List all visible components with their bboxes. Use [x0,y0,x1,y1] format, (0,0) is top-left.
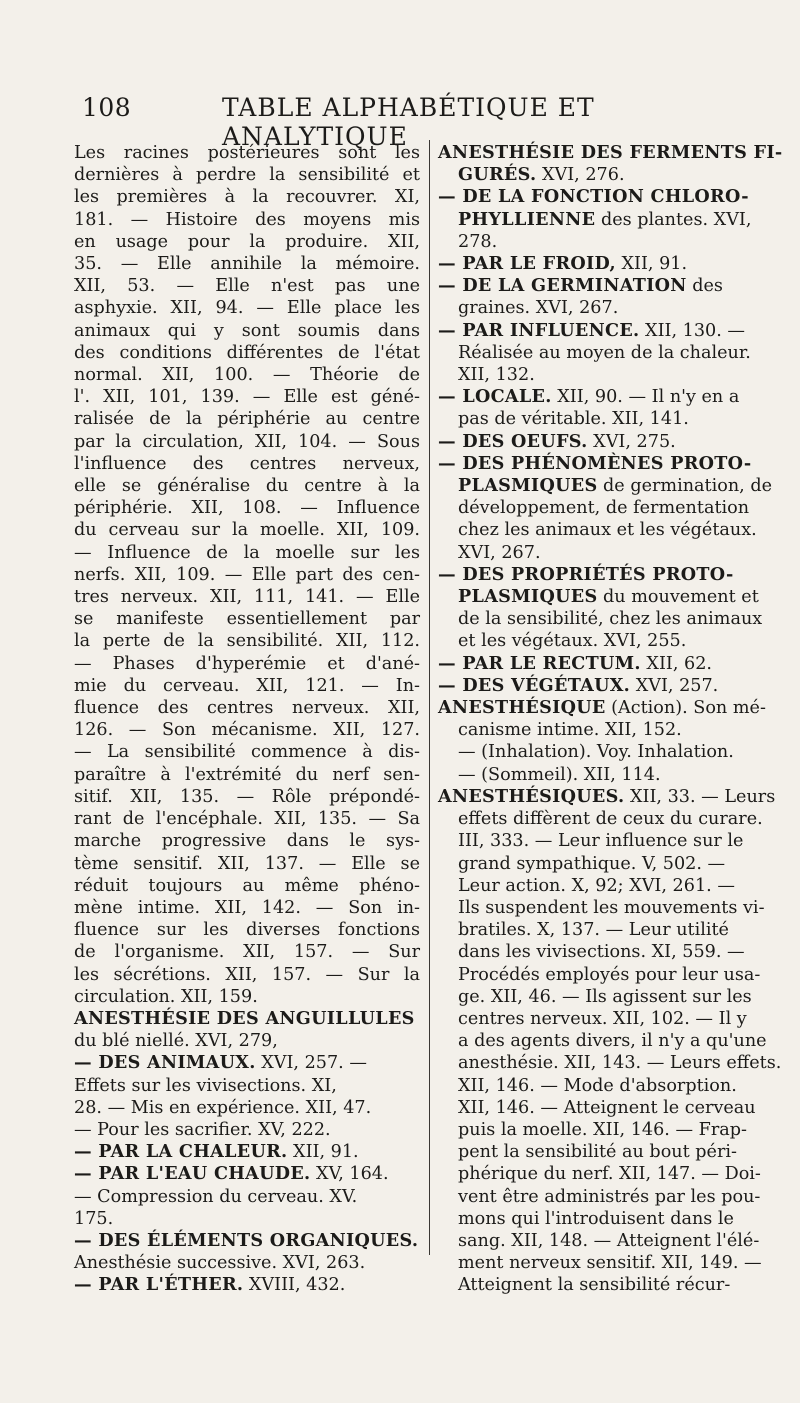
text-line: normal. XII, 100. — Théorie de [74,365,420,386]
index-line [74,1030,420,1052]
index-line [438,719,776,741]
index-line [74,1141,420,1163]
entry-heading: — DES VÉGÉTAUX. [438,674,631,696]
text-line: mène intime. XII, 142. — Son in- [74,897,420,918]
index-line [438,431,776,453]
entry-text: mons qui l'introduisent dans le [458,1208,734,1229]
entry-text: chez les animaux et les végétaux. [458,520,757,541]
text-line: animaux qui y sont soumis dans [74,320,420,341]
entry-heading: ANESTHÉSIE DES ANGUILLULES [74,1007,415,1029]
text-line: par la circulation, XII, 104. — Sous [74,431,420,452]
entry-text: — (Inhalation). Voy. Inhalation. [458,742,734,763]
text-line: 126. — Son mécanisme. XII, 127. [74,720,420,741]
entry-text: du mouvement et [597,587,759,608]
entry-heading: — PAR LA CHALEUR. [74,1141,288,1163]
entry-heading: — DES ANIMAUX. [74,1052,256,1074]
index-line [438,808,776,830]
entry-text: XII, 90. — Il n'y en a [551,387,740,408]
index-line [438,1274,776,1296]
index-line [438,630,776,652]
text-line: en usage pour la produire. XII, [74,231,420,252]
entry-text: XII, 146. — Mode d'absorption. [458,1075,737,1096]
text-line: les premières à la recouvrer. XI, [74,187,420,208]
index-line [438,497,776,519]
index-line [438,697,776,719]
entry-heading: ANESTHÉSIQUE [438,697,606,719]
index-line [438,320,776,342]
text-line: des conditions différentes de l'état [74,342,420,363]
index-line [438,1075,776,1097]
entry-text: des [686,276,723,297]
entry-text: ge. XII, 46. — Ils agissent sur les [458,986,752,1007]
entry-text: de la sensibilité, chez les animaux [458,609,763,630]
index-line [74,1008,420,1030]
text-line: du cerveau sur la moelle. XII, 109. [74,520,420,541]
text-line: tres nerveux. XII, 111, 141. — Elle [74,587,420,608]
index-line [438,564,776,586]
entry-text: XII, 91. [615,254,688,275]
entry-text: Anesthésie successive. XVI, 263. [74,1253,366,1274]
text-line: elle se généralise du centre à la [74,476,420,497]
entry-heading: ANESTHÉSIE DES FERMENTS FI- [438,142,783,163]
text-line: dernières à perdre la sensibilité et [74,165,420,186]
index-line [438,186,776,208]
index-line [74,1163,420,1185]
entry-heading: — DES PHÉNOMÈNES PROTO- [438,452,752,474]
entry-text: — Pour les sacrifier. XV, 222. [74,1119,331,1140]
entry-heading: PLASMIQUES [458,475,598,497]
text-line: se manifeste essentiellement par [74,609,420,630]
index-line [438,1141,776,1163]
entry-heading: — DES PROPRIÉTÉS PROTO- [438,563,734,585]
text-line: circulation. XII, 159. [74,986,258,1007]
entry-heading: — DES ÉLÉMENTS ORGANIQUES. [74,1229,419,1251]
entry-text: — (Sommeil). XII, 114. [458,764,661,785]
entry-text: — Compression du cerveau. XV. [74,1186,358,1207]
text-line: — La sensibilité commence à dis- [74,742,420,763]
text-line: 35. — Elle annihile la mémoire. [74,254,420,275]
entry-heading: PLASMIQUES [458,586,598,608]
text-line: — Influence de la moelle sur les [74,542,420,563]
index-line [438,519,776,541]
index-line [438,1163,776,1185]
entry-text: effets diffèrent de ceux du curare. [458,809,763,830]
index-line [438,475,776,497]
text-line: tème sensitif. XII, 137. — Elle se [74,853,420,874]
text-line: rant de l'encéphale. XII, 135. — Sa [74,809,420,830]
entry-text: 278. [458,231,498,252]
text-line: 181. — Histoire des moyens mis [74,209,420,230]
index-line [438,253,776,275]
column-divider [429,140,430,1255]
entry-text: a des agents divers, il n'y a qu'une [458,1031,767,1052]
index-line [438,1052,782,1074]
entry-heading: — LOCALE. [438,386,552,408]
index-line [438,964,776,986]
index-line [438,608,776,630]
entry-text: XII, 33. — Leurs [624,786,776,807]
left-column [74,142,420,1297]
right-column [438,142,783,1297]
text-line: nerfs. XII, 109. — Elle part des cen- [74,564,420,585]
entry-heading: — PAR LE RECTUM. [438,652,641,674]
entry-text: du blé niellé. XVI, 279, [74,1031,278,1052]
entry-heading: — DE LA FONCTION CHLORO- [438,186,749,208]
entry-text: XV, 164. [310,1164,389,1185]
entry-text: puis la moelle. XII, 146. — Frap- [458,1119,747,1140]
text-line: de l'organisme. XII, 157. — Sur [74,942,420,963]
index-line [438,1186,776,1208]
index-line [438,1119,776,1141]
entry-text: développement, de fermentation [458,498,750,519]
text-line: la perte de la sensibilité. XII, 112. [74,631,420,652]
index-line [438,919,776,941]
entry-text: XII, 146. — Atteignent le cerveau [458,1097,756,1118]
entry-text: et les végétaux. XVI, 255. [458,631,687,652]
entry-text: pent la sensibilité au bout péri- [458,1142,737,1163]
index-line [74,1274,420,1296]
text-line: les sécrétions. XII, 157. — Sur la [74,964,420,985]
index-line [438,342,776,364]
entry-heading: PHYLLIENNE [458,208,596,230]
entry-text: XVI, 267. [458,542,541,563]
text-line: marche progressive dans le sys- [74,831,420,852]
entry-heading: ANESTHÉSIQUES. [438,785,625,807]
entry-heading: — PAR L'ÉTHER. [74,1274,244,1296]
index-line [438,875,776,897]
entry-text: canisme intime. XII, 152. [458,720,682,741]
entry-text: XVI, 276. [536,165,625,186]
entry-text: vent être administrés par les pou- [458,1186,761,1207]
text-line: — Phases d'hyperémie et d'ané- [74,653,420,674]
index-line [438,941,776,963]
entry-text: (Action). Son mé- [605,698,766,719]
text-line: XII, 53. — Elle n'est pas une [74,276,420,297]
text-line: l'. XII, 101, 139. — Elle est géné- [74,387,420,408]
index-line [438,542,776,564]
index-line [438,1030,776,1052]
index-line [438,1252,776,1274]
entry-text: de germination, de [597,476,773,497]
index-line [438,231,776,253]
page-number: 108 [82,93,132,122]
index-line [438,1230,776,1252]
index-line [438,586,776,608]
text-line: mie du cerveau. XII, 121. — In- [74,675,420,696]
entry-text: centres nerveux. XII, 102. — Il y [458,1008,747,1029]
text-line: sitif. XII, 135. — Rôle prépondé- [74,786,420,807]
index-line [74,1230,420,1252]
entry-text: graines. XVI, 267. [458,298,619,319]
text-line: réduit toujours au même phéno- [74,875,420,896]
entry-text: Procédés employés pour leur usa- [458,964,761,985]
entry-text: XII, 62. [640,653,713,674]
entry-text: III, 333. — Leur influence sur le [458,831,744,852]
index-line [438,364,776,386]
entry-text: 28. — Mis en expérience. XII, 47. [74,1097,372,1118]
entry-text: 175. [74,1208,114,1229]
index-line [438,164,776,186]
index-line [438,830,776,852]
entry-heading: — DES OEUFS. [438,430,588,452]
index-line [438,209,776,231]
entry-text: Ils suspendent les mouvements vi- [458,897,765,918]
index-line [438,764,776,786]
entry-text: phérique du nerf. XII, 147. — Doi- [458,1164,761,1185]
entry-text: Effets sur les vivisections. XI, [74,1075,337,1096]
index-line [74,1097,420,1119]
entry-text: grand sympathique. V, 502. — [458,853,726,874]
entry-text: pas de véritable. XII, 141. [458,409,689,430]
entry-heading: — PAR LE FROID, [438,253,616,275]
index-line [74,1075,420,1097]
text-line: paraître à l'extrémité du nerf sen- [74,764,420,785]
index-line [438,786,776,808]
index-line [74,1186,420,1208]
index-line [438,142,783,164]
index-line [438,275,776,297]
entry-text: ment nerveux sensitif. XII, 149. — [458,1253,762,1274]
index-line [438,653,776,675]
entry-text: XVI, 257. — [255,1053,367,1074]
index-line [438,675,776,697]
text-line: asphyxie. XII, 94. — Elle place les [74,298,420,319]
index-line [438,853,776,875]
index-line [438,1208,776,1230]
index-line [438,1097,776,1119]
entry-text: XVIII, 432. [243,1275,346,1296]
entry-heading: — PAR L'EAU CHAUDE. [74,1163,311,1185]
running-title: TABLE ALPHABÉTIQUE ET ANALYTIQUE [222,93,595,151]
entry-text: des plantes. XVI, [595,209,752,230]
index-line [74,1119,420,1141]
entry-text: Atteignent la sensibilité récur- [458,1275,731,1296]
entry-heading: GURÉS. [458,164,537,186]
entry-text: XII, 132. [458,365,535,386]
index-line [438,986,776,1008]
index-line [438,408,776,430]
entry-text: Réalisée au moyen de la chaleur. [458,342,751,363]
entry-text: dans les vivisections. XI, 559. — [458,942,745,963]
text-line: fluence des centres nerveux. XII, [74,698,420,719]
page-header [0,93,800,151]
index-line [438,741,776,763]
index-line [438,453,776,475]
entry-text: sang. XII, 148. — Atteignent l'élé- [458,1230,760,1251]
text-line: périphérie. XII, 108. — Influence [74,498,420,519]
entry-text: XII, 91. [287,1142,359,1163]
text-line: fluence sur les diverses fonctions [74,920,420,941]
index-line [74,1052,420,1074]
index-line [438,1008,776,1030]
index-line [74,1208,420,1230]
entry-heading: — DE LA GERMINATION [438,275,687,297]
text-line: Les racines postérieures sont les [74,143,420,163]
index-line [438,297,776,319]
entry-text: XVI, 275. [587,431,676,452]
entry-heading: — PAR INFLUENCE. [438,319,640,341]
index-line [438,897,776,919]
entry-text: XVI, 257. [630,675,719,696]
index-line [438,386,776,408]
text-line: ralisée de la périphérie au centre [74,409,420,430]
index-line [74,1252,420,1274]
entry-text: XII, 130. — [639,320,746,341]
text-line: l'influence des centres nerveux, [74,453,420,474]
entry-text: anesthésie. XII, 143. — Leurs effets. [458,1053,782,1074]
entry-text: bratiles. X, 137. — Leur utilité [458,920,729,941]
entry-text: Leur action. X, 92; XVI, 261. — [458,875,735,896]
